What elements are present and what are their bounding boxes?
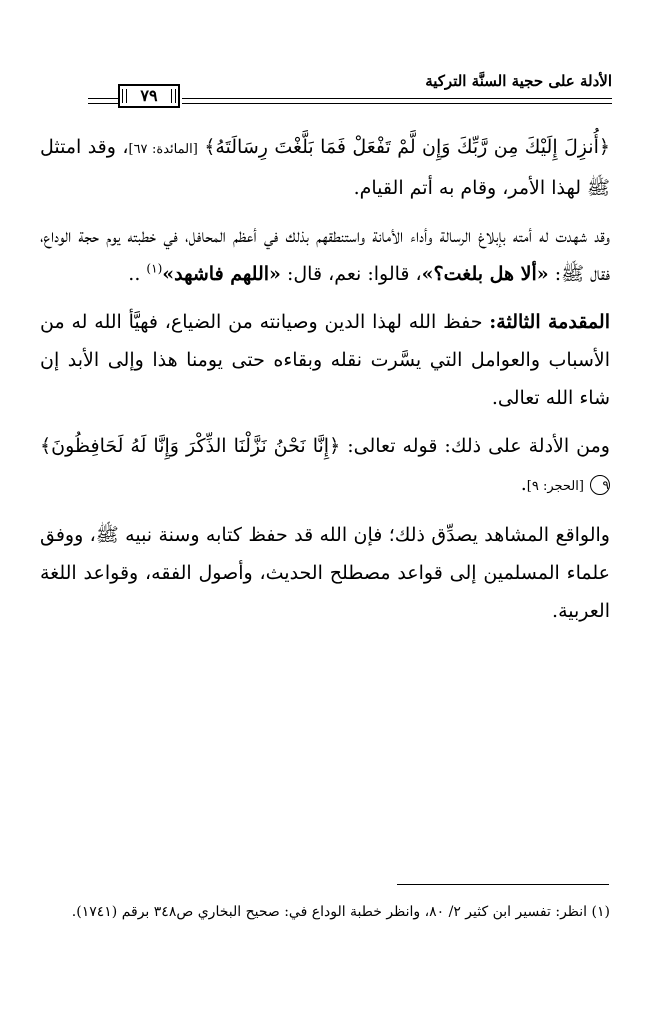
quran-verse: ﴿إِنَّا نَحْنُ نَزَّلْنَا الذِّكْرَ وَإِنَّا لَهُ لَحَافِظُونَ﴾ xyxy=(40,435,341,457)
paragraph-text: وقد شهدت له أمته بإبلاغ الرسالة وأداء الأمانة واستنطقهم بذلك في أعظم المحافل، في خطبته يوم حجة الوداع، فقال ﷺ: xyxy=(40,225,610,285)
footnote-number: (١) xyxy=(591,904,610,920)
header-rule-left xyxy=(88,98,118,104)
running-title: الأدلة على حجية السنَّة التركية xyxy=(425,72,612,90)
paragraph-text: والواقع المشاهد يصدِّق ذلك؛ فإن الله قد حفظ كتابه وسنة نبيه ﷺ، ووفق علماء المسلمين إلى قواعد مصطلح الحديث، وأصول الفقه، وقواعد اللغة العربية. xyxy=(40,524,610,622)
hadith-quote: «اللهم فاشهد» xyxy=(162,263,281,285)
paragraph-text: ، قالوا: نعم، قال: xyxy=(280,263,422,285)
paragraph-text: . xyxy=(520,473,527,495)
paragraph-text: ، وقد امتثل ﷺ لهذا الأمر، وقام به أتم القيام. xyxy=(40,136,610,199)
paragraph-5 xyxy=(40,516,610,630)
paragraph-2 xyxy=(40,217,610,293)
ayah-number-mark: ٩ xyxy=(590,475,610,495)
header-rule-right xyxy=(182,98,612,104)
paragraph-3 xyxy=(40,303,610,417)
footnote-separator xyxy=(397,884,609,885)
paragraph-1 xyxy=(40,128,610,207)
verse-citation: [المائدة: ٦٧] xyxy=(128,142,198,157)
footnote xyxy=(52,898,610,926)
main-text xyxy=(40,128,610,640)
footnote-text: انظر: تفسير ابن كثير ٢/ ٨٠، وانظر خطبة الوداع في: صحيح البخاري ص٣٤٨ برقم (١٧٤١). xyxy=(71,904,588,920)
paragraph-text: حفظ الله لهذا الدين وصيانته من الضياع، فهيَّأ الله له من الأسباب والعوامل التي يسَّرت نقله وبقاءه حتى يومنا هذا وإلى الأبد إن شاء الله تعالى. xyxy=(40,311,610,409)
quran-verse: ﴿أُنزِلَ إِلَيْكَ مِن رَّبِّكَ وَإِن لَّمْ تَفْعَلْ فَمَا بَلَّغْتَ رِسَالَتَهُ﴾ xyxy=(204,136,610,158)
paragraph-text: .. xyxy=(128,263,147,285)
paragraph-4 xyxy=(40,427,610,506)
footnote-line xyxy=(52,898,610,926)
hadith-quote: «ألا هل بلغت؟» xyxy=(421,263,549,285)
page-header xyxy=(88,72,612,116)
section-heading: المقدمة الثالثة: xyxy=(489,311,610,333)
verse-citation: [الحجر: ٩] xyxy=(526,479,584,494)
paragraph-text: ومن الأدلة على ذلك: قوله تعالى: xyxy=(340,435,610,457)
footnote-reference: (١) xyxy=(146,261,163,276)
page-number: ٧٩ xyxy=(118,84,180,108)
